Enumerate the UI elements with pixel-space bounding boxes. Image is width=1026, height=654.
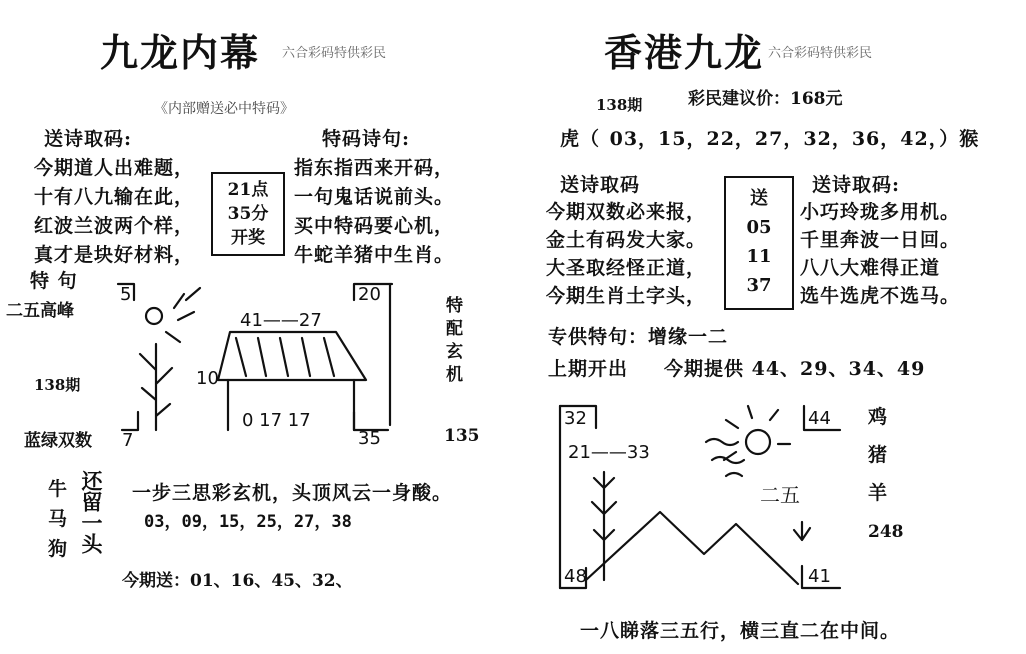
right-pic-bl: 48 (564, 566, 587, 587)
left-today-send: 今期送：01、16、45、32、 (122, 571, 353, 591)
left-special-header: 特码诗句: (322, 128, 411, 150)
right-pic-sun-rays (724, 406, 790, 460)
left-numbers: 03，09，15，25，27，38 (144, 512, 352, 532)
right-animals (868, 398, 888, 512)
center-box-send: 送 (750, 188, 768, 209)
right-pic-mid: 21——33 (568, 442, 650, 463)
left-pic-sun-rays (166, 288, 200, 342)
left-erwu: 二五高峰 (6, 301, 74, 321)
left-pic-tree (140, 344, 172, 430)
left-time-box (211, 172, 285, 256)
right-special: 专供特句：增缘一二 (548, 326, 729, 348)
right-animal-3: 羊 (868, 482, 889, 504)
left-lanlv: 蓝绿双数 (24, 431, 92, 451)
right-issue: 138期 (596, 96, 643, 114)
left-pic-mid: 41——27 (240, 310, 322, 331)
right-animal-2: 猪 (868, 444, 889, 466)
right-sketch (556, 402, 846, 592)
left-animals (48, 474, 68, 564)
center-box-num-2: 11 (746, 246, 772, 267)
right-poem-right-3: 八八大难得正道 (800, 257, 941, 279)
right-poem-left-1: 今期双数必来报， (546, 201, 707, 223)
time-minute: 35分 (227, 204, 269, 224)
right-pic-tl: 32 (564, 408, 587, 429)
left-pic-sun (146, 308, 162, 324)
left-right-vertical: 特配玄机 (442, 296, 462, 388)
right-poem-left-2: 金土有码发大家。 (546, 229, 707, 251)
left-special-lines (294, 154, 454, 270)
right-pic-sun (746, 430, 770, 454)
right-pic-mountains (586, 512, 798, 584)
right-poem-right-4: 选牛选虎不选马。 (800, 285, 961, 307)
left-pic-bl: 7 (122, 430, 134, 451)
right-pic-grass (794, 522, 810, 540)
left-special-line-4: 牛蛇羊猪中生肖。 (294, 244, 455, 266)
right-poem-right-1: 小巧玲珑多用机。 (800, 201, 961, 223)
right-pic-br: 41 (808, 566, 831, 587)
left-special-line-2: 一句鬼话说前头。 (294, 186, 455, 208)
right-pic-tr: 44 (808, 408, 831, 429)
right-poem-header-left: 送诗取码 (560, 174, 641, 196)
left-teju: 特 句 (30, 270, 78, 292)
left-pic-bottom: 0 17 17 (242, 410, 311, 431)
right-price: 彩民建议价：168元 (688, 89, 843, 109)
left-animal-1: 牛 (48, 478, 69, 500)
time-draw: 开奖 (231, 228, 265, 248)
right-poem-right (800, 198, 960, 310)
right-center-box (724, 176, 794, 310)
left-issue: 138期 (34, 376, 81, 394)
left-poem-line-1: 今期道人出难题， (34, 157, 195, 179)
left-poem-header: 送诗取码: (44, 128, 133, 150)
right-tiger-line: 虎（ 03，15，22，27，32，36，42，）猴 (560, 128, 980, 150)
left-note: 《内部赠送必中特码》 (154, 101, 294, 117)
left-poem-line-2: 十有八九输在此， (34, 186, 195, 208)
left-pic-ten: 10 (196, 368, 219, 389)
right-last-label: 上期开出 (548, 358, 629, 380)
left-num-135: 135 (444, 426, 480, 446)
left-verse: 一步三思彩玄机，头顶风云一身酸。 (132, 482, 453, 504)
left-pic-corner-bl (122, 412, 138, 430)
left-pic-tl: 5 (120, 284, 132, 305)
right-poem-left (546, 198, 706, 310)
time-hour: 21点 (227, 180, 269, 200)
right-pic-erwu: 二五 (760, 483, 800, 507)
left-animal-2: 马 (48, 508, 69, 530)
right-num-248: 248 (868, 522, 904, 542)
left-pic-br: 35 (358, 428, 381, 449)
left-sketch (118, 280, 398, 450)
left-special-line-1: 指东指西来开码， (294, 157, 455, 179)
right-bottom: 一八睇落三五行，横三直二在中间。 (580, 620, 901, 642)
left-poem-lines (34, 154, 194, 270)
center-box-num-3: 37 (746, 275, 772, 296)
right-subtitle: 六合彩码特供彩民 (768, 46, 873, 61)
right-provide: 今期提供 44、29、34、49 (664, 358, 926, 380)
right-pic-clouds (706, 439, 744, 476)
right-poem-right-2: 千里奔波一日回。 (800, 229, 961, 251)
left-poem-line-3: 红波兰波两个样， (34, 215, 195, 237)
left-pic-tr: 20 (358, 284, 381, 305)
left-subtitle: 六合彩码特供彩民 (282, 46, 387, 61)
right-poem-left-3: 大圣取经怪正道， (546, 257, 707, 279)
left-pic-roof-tiles (236, 338, 334, 376)
left-title: 九龙内幕 (100, 30, 261, 75)
left-huanliu: 还留一头 (79, 470, 104, 554)
left-poem-line-4: 真才是块好材料， (34, 244, 195, 266)
right-pic-plant (592, 472, 616, 580)
right-poem-header-right: 送诗取码: (812, 174, 901, 196)
right-animal-1: 鸡 (868, 406, 889, 428)
right-title: 香港九龙 (604, 30, 765, 75)
right-poem-left-4: 今期生肖土字头， (546, 285, 707, 307)
left-special-line-3: 买中特码要心机， (294, 215, 455, 237)
center-box-num-1: 05 (746, 217, 772, 238)
left-animal-3: 狗 (48, 538, 69, 560)
